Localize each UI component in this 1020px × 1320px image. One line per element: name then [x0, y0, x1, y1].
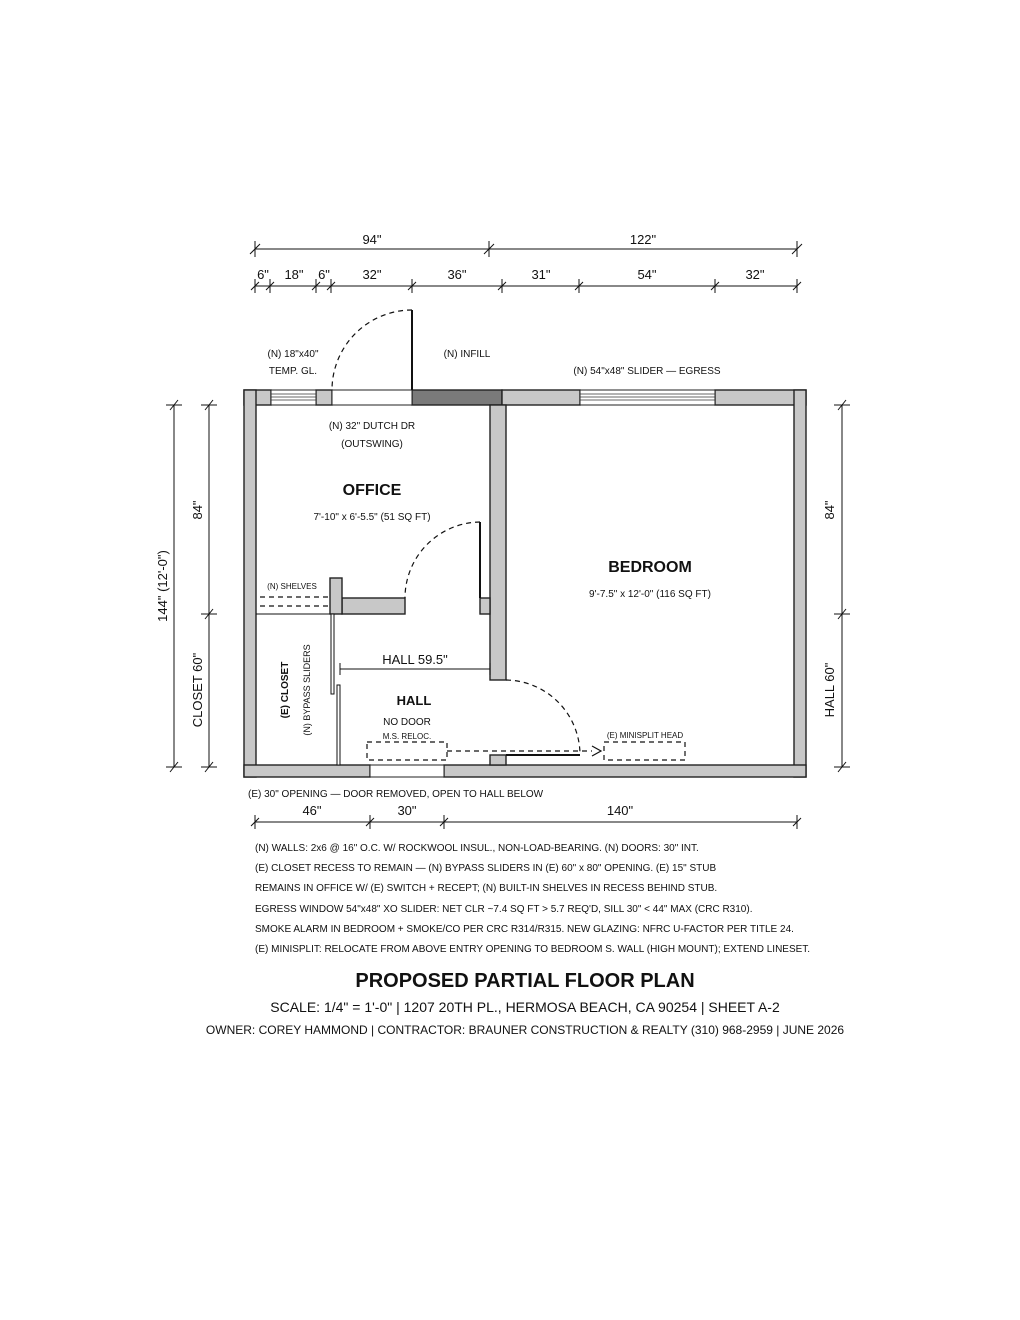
top-dimension-labels [257, 232, 765, 282]
note-line: (E) MINISPLIT: RELOCATE FROM ABOVE ENTRY OPENING TO BEDROOM S. WALL (HIGH MOUNT); EXTEND LINESET. [255, 944, 811, 955]
dutch-door-opening [332, 390, 412, 405]
south-wall-west [244, 765, 370, 777]
minisplit-head [604, 742, 685, 760]
top-dimension-lines [250, 241, 802, 293]
dim-bottom-30: 30" [397, 803, 417, 818]
dim-54: 54" [637, 267, 657, 282]
north-wall-infill [412, 390, 502, 405]
label-temp-glass-line2: TEMP. GL. [268, 366, 318, 377]
label-temp-glass-line1: (N) 18"x40" [267, 349, 319, 360]
dim-bottom-140: 140" [606, 803, 634, 818]
dim-31: 31" [531, 267, 551, 282]
label-dutch-door-line1: (N) 32" DUTCH DR [328, 421, 416, 432]
label-closet: (E) CLOSET [280, 661, 291, 719]
dim-32-a: 32" [362, 267, 382, 282]
hall-stub-south [490, 755, 506, 765]
temp-glass-window [271, 390, 316, 405]
label-dutch-door-line2: (OUTSWING) [341, 439, 403, 450]
general-notes [255, 843, 810, 955]
bedroom-door [506, 680, 580, 755]
office-south-wall [342, 598, 405, 614]
label-no-door: NO DOOR [383, 717, 431, 728]
bottom-dimension-lines [251, 815, 801, 829]
dim-122: 122" [629, 232, 657, 247]
north-wall-pier [316, 390, 332, 405]
label-egress-slider: (N) 54"x48" SLIDER — EGRESS [573, 366, 721, 377]
dutch-door [332, 310, 412, 390]
note-line: (N) WALLS: 2x6 @ 16" O.C. W/ ROCKWOOL INSUL., NON-LOAD-BEARING. (N) DOORS: 30" INT. [255, 843, 699, 854]
dim-left-closet: CLOSET 60" [190, 652, 205, 728]
drawing-owner-contractor: OWNER: COREY HAMMOND | CONTRACTOR: BRAUNER CONSTRUCTION & REALTY (310) 968-2959 | JUNE 2026 [205, 1023, 845, 1037]
label-minisplit-head: (E) MINISPLIT HEAD [606, 731, 684, 740]
north-wall-mid [502, 390, 580, 405]
egress-slider-window [580, 390, 715, 405]
office-south-wall-stub [480, 598, 490, 614]
drawing-scale-address: SCALE: 1/4" = 1'-0" | 1207 20TH PL., HERMOSA BEACH, CA 90254 | SHEET A-2 [270, 999, 780, 1015]
note-line: (E) CLOSET RECESS TO REMAIN — (N) BYPASS SLIDERS IN (E) 60" x 80" OPENING. (E) 15" STUB [255, 863, 717, 874]
north-wall-east [715, 390, 806, 405]
label-hall-width: HALL 59.5" [382, 652, 448, 667]
office-door [405, 522, 480, 598]
room-name-bedroom: BEDROOM [608, 559, 692, 576]
dim-94: 94" [362, 232, 382, 247]
dim-right-upper: 84" [822, 500, 837, 520]
room-size-bedroom: 9'-7.5" x 12'-0" (116 SQ FT) [589, 589, 711, 600]
dim-6-a: 6" [257, 267, 269, 282]
dim-6-b: 6" [318, 267, 330, 282]
dim-32-b: 32" [745, 267, 765, 282]
dim-left-upper: 84" [190, 500, 205, 520]
closet-stub [330, 578, 342, 614]
east-wall [794, 390, 806, 777]
room-size-office: 7'-10" x 6'-5.5" (51 SQ FT) [313, 512, 431, 523]
south-opening [370, 765, 444, 777]
note-line: SMOKE ALARM IN BEDROOM + SMOKE/CO PER CRC R314/R315. NEW GLAZING: NFRC U-FACTOR PER TITLE 24. [255, 924, 794, 935]
shelves [260, 597, 328, 606]
room-name-hall: HALL [396, 693, 432, 708]
west-wall [244, 390, 256, 777]
minisplit-relocation [367, 742, 685, 760]
dim-bottom-46: 46" [302, 803, 322, 818]
drawing-title: PROPOSED PARTIAL FLOOR PLAN [355, 970, 695, 992]
label-bypass-sliders: (N) BYPASS SLIDERS [302, 644, 312, 736]
south-wall-east [444, 765, 806, 777]
dim-36: 36" [447, 267, 467, 282]
note-line: REMAINS IN OFFICE W/ (E) SWITCH + RECEPT; (N) BUILT-IN SHELVES IN RECESS BEHIND STUB. [255, 883, 718, 894]
walls [244, 390, 806, 777]
dim-left-overall: 144" (12'-0") [155, 550, 170, 622]
label-ms-reloc: M.S. RELOC. [382, 732, 432, 741]
label-shelves: (N) SHELVES [267, 582, 317, 591]
room-name-office: OFFICE [342, 482, 402, 499]
dim-right-hall: HALL 60" [822, 662, 837, 718]
label-south-opening: (E) 30" OPENING — DOOR REMOVED, OPEN TO HALL BELOW [248, 789, 544, 800]
minisplit-old-location [367, 742, 447, 760]
bypass-sliders [331, 614, 340, 765]
label-infill: (N) INFILL [443, 349, 491, 360]
note-line: EGRESS WINDOW 54"x48" XO SLIDER: NET CLR ~7.4 SQ FT > 5.7 REQ'D, SILL 30" < 44" MAX (CRC R310). [255, 904, 753, 915]
dim-18: 18" [284, 267, 304, 282]
office-bedroom-partition [490, 405, 506, 680]
